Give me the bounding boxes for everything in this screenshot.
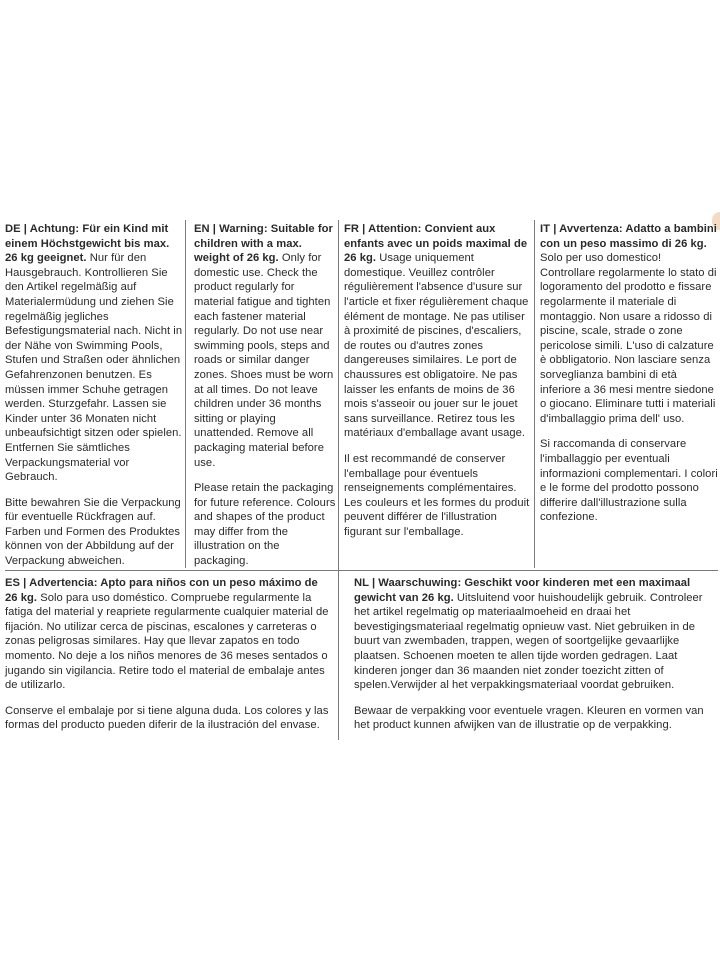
nl-heading: NL | Waarschuwing: Geschikt voor kinderen met een maximaal gewicht van 26 kg. bbox=[354, 577, 691, 604]
it-note: Si raccomanda di conservare l'imballaggio per eventuali informazioni complementari. I colori e le forme del prodotto possono differire dall'illustrazione sulla confezione. bbox=[540, 438, 718, 524]
nl-note: Bewaar de verpakking voor eventuele vragen. Kleuren en vormen van het product kunnen afwijken van de illustratie op de verpakking. bbox=[354, 704, 704, 732]
nl-body: Uitsluitend voor huishoudelijk gebruik. Controleer het artikel regelmatig op materiaalmoeheid en draai het bevestigingsmateriaal regelmatig opnieuw vast. Niet gebruiken in de buurt van zwembaden, trappen, wegen of soortgelijke gevaarlijke plaatsen. Schoenen moeten te allen tijde worden gedragen. Laat kinderen jonger dan 36 maanden niet zonder toezicht zitten of spelen.Verwijder al het verpakkingsmateriaal voordat gebruiken. bbox=[354, 591, 703, 692]
es-section bbox=[5, 576, 333, 733]
nl-section bbox=[354, 576, 716, 733]
de-heading: DE | Achtung: Für ein Kind mit einem Höchstgewicht bis max. 26 kg geeignet. bbox=[5, 223, 170, 265]
divider-vertical-2 bbox=[338, 220, 339, 740]
divider-vertical-3 bbox=[534, 220, 535, 568]
en-note: Please retain the packaging for future reference. Colours and shapes of the product may differ from the illustration on the packaging. bbox=[194, 482, 336, 568]
de-body: Nur für den Hausgebrauch. Kontrollieren Sie den Artikel regelmäßig auf Materialermüdung und ziehen Sie regelmäßig jegliches Befestigungsmaterial nach. Nicht in der Nähe von Swimming Pools, Stufen und Straßen oder ähnlichen Gefahrenzonen benutzen. Es müssen immer Schuhe getragen werden. Sturzgefahr. Lassen sie Kinder unter 36 Monaten nicht unbeaufsichtigt sitzen oder spielen. Entfernen Sie sämtliches Verpackungsmaterial vor Gebrauch. bbox=[5, 252, 183, 484]
fr-note: Il est recommandé de conserver l'emballage pour éventuels renseignements complémentaires. Les couleurs et les formes du produit peuvent différer de l'illustration figurant sur l'emballage. bbox=[344, 452, 530, 538]
fr-heading: FR | Attention: Convient aux enfants avec un poids maximal de 26 kg. bbox=[344, 223, 528, 265]
en-heading: EN | Warning: Suitable for children with a max. weight of 26 kg. bbox=[194, 223, 333, 265]
es-heading: ES | Advertencia: Apto para niños con un peso máximo de 26 kg. bbox=[5, 577, 318, 604]
divider-vertical-1 bbox=[185, 220, 186, 568]
divider-horizontal bbox=[5, 570, 718, 571]
de-section bbox=[5, 222, 183, 569]
fr-section bbox=[344, 222, 532, 539]
it-heading: IT | Avvertenza: Adatto a bambini con un peso massimo di 26 kg. bbox=[540, 223, 717, 250]
de-note: Bitte bewahren Sie die Verpackung für eventuelle Rückfragen auf. Farben und Formen des Produktes können von der Abbildung auf der Verpackung abweichen. bbox=[5, 496, 181, 568]
es-note: Conserve el embalaje por si tiene alguna duda. Los colores y las formas del producto pueden diferir de la ilustración del envase. bbox=[5, 704, 329, 732]
fr-body: Usage uniquement domestique. Veuillez contrôler régulièrement l'absence d'usure sur l'article et fixer régulièrement chaque élément de montage. Ne pas utiliser à proximité de piscines, d'escaliers, de routes ou d'autres zones dangereuses similaires. Le port de chaussures est obligatoire. Ne pas laisser les enfants de moins de 36 mois s'asseoir ou jouer sur le jouet sans surveillance. Retirez tous les matériaux d'emballage avant usage. bbox=[344, 252, 529, 440]
it-body: Solo per uso domestico! Controllare regolarmente lo stato di logoramento del prodotto e fissare regolarmente il materiale di montaggio. Non usare a ridosso di piscine, scale, strade o zone pericolose simili. L'uso di calzature è obbligatorio. Non lasciare senza sorveglianza bambini di età inferiore a 36 mesi mentre siedone o giocano. Eliminare tutti i materiali d'imballaggio prima dell' uso. bbox=[540, 252, 717, 425]
it-section bbox=[540, 222, 718, 525]
es-body: Solo para uso doméstico. Compruebe regularmente la fatiga del material y reapriete regularmente cualquier material de fijación. No utilizar cerca de piscinas, escalones y carreteras o zonas peligrosas similares. Hay que llevar zapatos en todo momento. No deje a los niños menores de 36 meses sentados o jugando sin vigilancia. Retire todo el material de embalaje antes de utilizarlo. bbox=[5, 591, 329, 692]
en-section bbox=[194, 222, 337, 569]
en-body: Only for domestic use. Check the product regularly for material fatigue and tighten each fastener material regularly. Do not use near swimming pools, steps and roads or similar danger zones. Shoes must be worn at all times. Do not leave children under 36 months sitting or playing unattended. Remove all packaging material before use. bbox=[194, 252, 334, 469]
